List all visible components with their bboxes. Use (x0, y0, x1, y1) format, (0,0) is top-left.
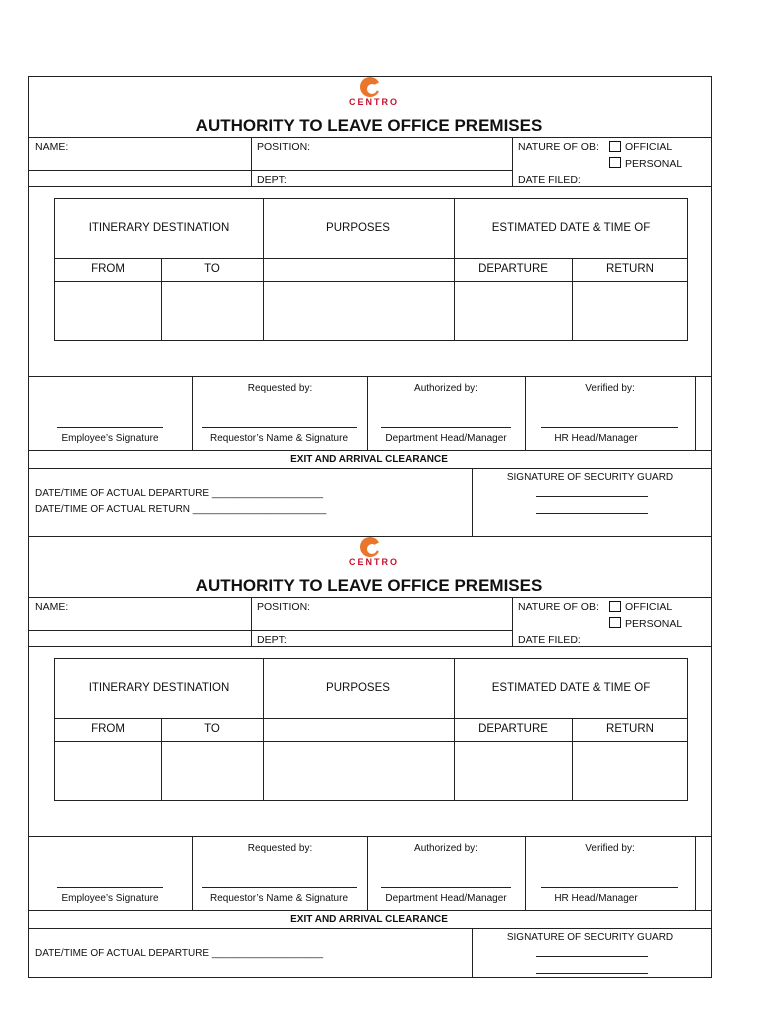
itinerary-destination-header: ITINERARY DESTINATION (88, 682, 230, 694)
security-guard-label: SIGNATURE OF SECURITY GUARD (506, 472, 674, 483)
department-head-signature-line[interactable] (381, 887, 511, 888)
security-guard-label: SIGNATURE OF SECURITY GUARD (506, 932, 674, 943)
logo-text: CENTRO (349, 97, 399, 107)
requested-by-label: Requested by: (247, 843, 313, 854)
form-top-border (28, 76, 712, 77)
security-signature-line-2[interactable] (536, 973, 648, 974)
actual-departure-field[interactable]: DATE/TIME OF ACTUAL DEPARTURE ____________________ (35, 488, 324, 499)
departure-header: DEPARTURE (478, 263, 548, 275)
dept-label: DEPT: (257, 174, 287, 186)
employee-signature-line[interactable] (57, 427, 163, 428)
estimated-datetime-header: ESTIMATED DATE & TIME OF (491, 682, 651, 694)
requested-by-label: Requested by: (247, 383, 313, 394)
purposes-header: PURPOSES (326, 682, 390, 694)
itinerary-table (54, 198, 688, 341)
from-header: FROM (91, 723, 125, 735)
official-label: OFFICIAL (625, 601, 673, 613)
actual-return-field[interactable]: DATE/TIME OF ACTUAL RETURN ________________________ (35, 504, 327, 515)
security-signature-line-2[interactable] (536, 513, 648, 514)
nature-of-ob-label: NATURE OF OB: (518, 141, 599, 153)
employee-signature-line[interactable] (57, 887, 163, 888)
requestor-signature-label: Requestor’s Name & Signature (209, 893, 349, 904)
department-head-label: Department Head/Manager (385, 893, 507, 904)
date-filed-label: DATE FILED: (518, 174, 581, 186)
itinerary-table (54, 658, 688, 801)
requestor-signature-label: Requestor’s Name & Signature (209, 433, 349, 444)
nature-of-ob-label: NATURE OF OB: (518, 601, 599, 613)
form-title: AUTHORITY TO LEAVE OFFICE PREMISES (195, 576, 543, 595)
itinerary-destination-header: ITINERARY DESTINATION (88, 222, 230, 234)
dept-label: DEPT: (257, 634, 287, 646)
exit-arrival-clearance-label: EXIT AND ARRIVAL CLEARANCE (290, 454, 448, 465)
security-signature-line[interactable] (536, 496, 648, 497)
hr-head-signature-line[interactable] (541, 427, 678, 428)
position-label: POSITION: (257, 601, 311, 613)
employee-signature-label: Employee’s Signature (61, 893, 159, 904)
official-label: OFFICIAL (625, 141, 673, 153)
authorized-by-label: Authorized by: (414, 383, 478, 394)
personal-checkbox[interactable] (609, 157, 621, 168)
purposes-header: PURPOSES (326, 222, 390, 234)
estimated-datetime-header: ESTIMATED DATE & TIME OF (491, 222, 651, 234)
departure-header: DEPARTURE (478, 723, 548, 735)
to-header: TO (204, 263, 220, 275)
department-head-label: Department Head/Manager (385, 433, 507, 444)
form-top-border (28, 536, 712, 537)
department-head-signature-line[interactable] (381, 427, 511, 428)
return-header: RETURN (606, 723, 654, 735)
requestor-signature-line[interactable] (202, 887, 357, 888)
verified-by-label: Verified by: (585, 383, 635, 394)
date-filed-label: DATE FILED: (518, 634, 581, 646)
exit-arrival-clearance-label: EXIT AND ARRIVAL CLEARANCE (290, 914, 448, 925)
logo-text: CENTRO (349, 557, 399, 567)
return-header: RETURN (606, 263, 654, 275)
form-title: AUTHORITY TO LEAVE OFFICE PREMISES (195, 116, 543, 135)
hr-head-label: HR Head/Manager (554, 893, 638, 904)
company-logo (349, 76, 412, 112)
personal-label: PERSONAL (625, 158, 683, 170)
hr-head-signature-line[interactable] (541, 887, 678, 888)
to-header: TO (204, 723, 220, 735)
company-logo (349, 536, 412, 572)
official-checkbox[interactable] (609, 601, 621, 612)
personal-label: PERSONAL (625, 618, 683, 630)
personal-checkbox[interactable] (609, 617, 621, 628)
actual-departure-field[interactable]: DATE/TIME OF ACTUAL DEPARTURE ____________________ (35, 948, 324, 959)
position-label: POSITION: (257, 141, 311, 153)
requestor-signature-line[interactable] (202, 427, 357, 428)
security-signature-line[interactable] (536, 956, 648, 957)
name-label: NAME: (35, 601, 69, 613)
employee-signature-label: Employee’s Signature (61, 433, 159, 444)
form-bottom-border (28, 977, 712, 978)
from-header: FROM (91, 263, 125, 275)
authorized-by-label: Authorized by: (414, 843, 478, 854)
verified-by-label: Verified by: (585, 843, 635, 854)
name-label: NAME: (35, 141, 69, 153)
hr-head-label: HR Head/Manager (554, 433, 638, 444)
official-checkbox[interactable] (609, 141, 621, 152)
